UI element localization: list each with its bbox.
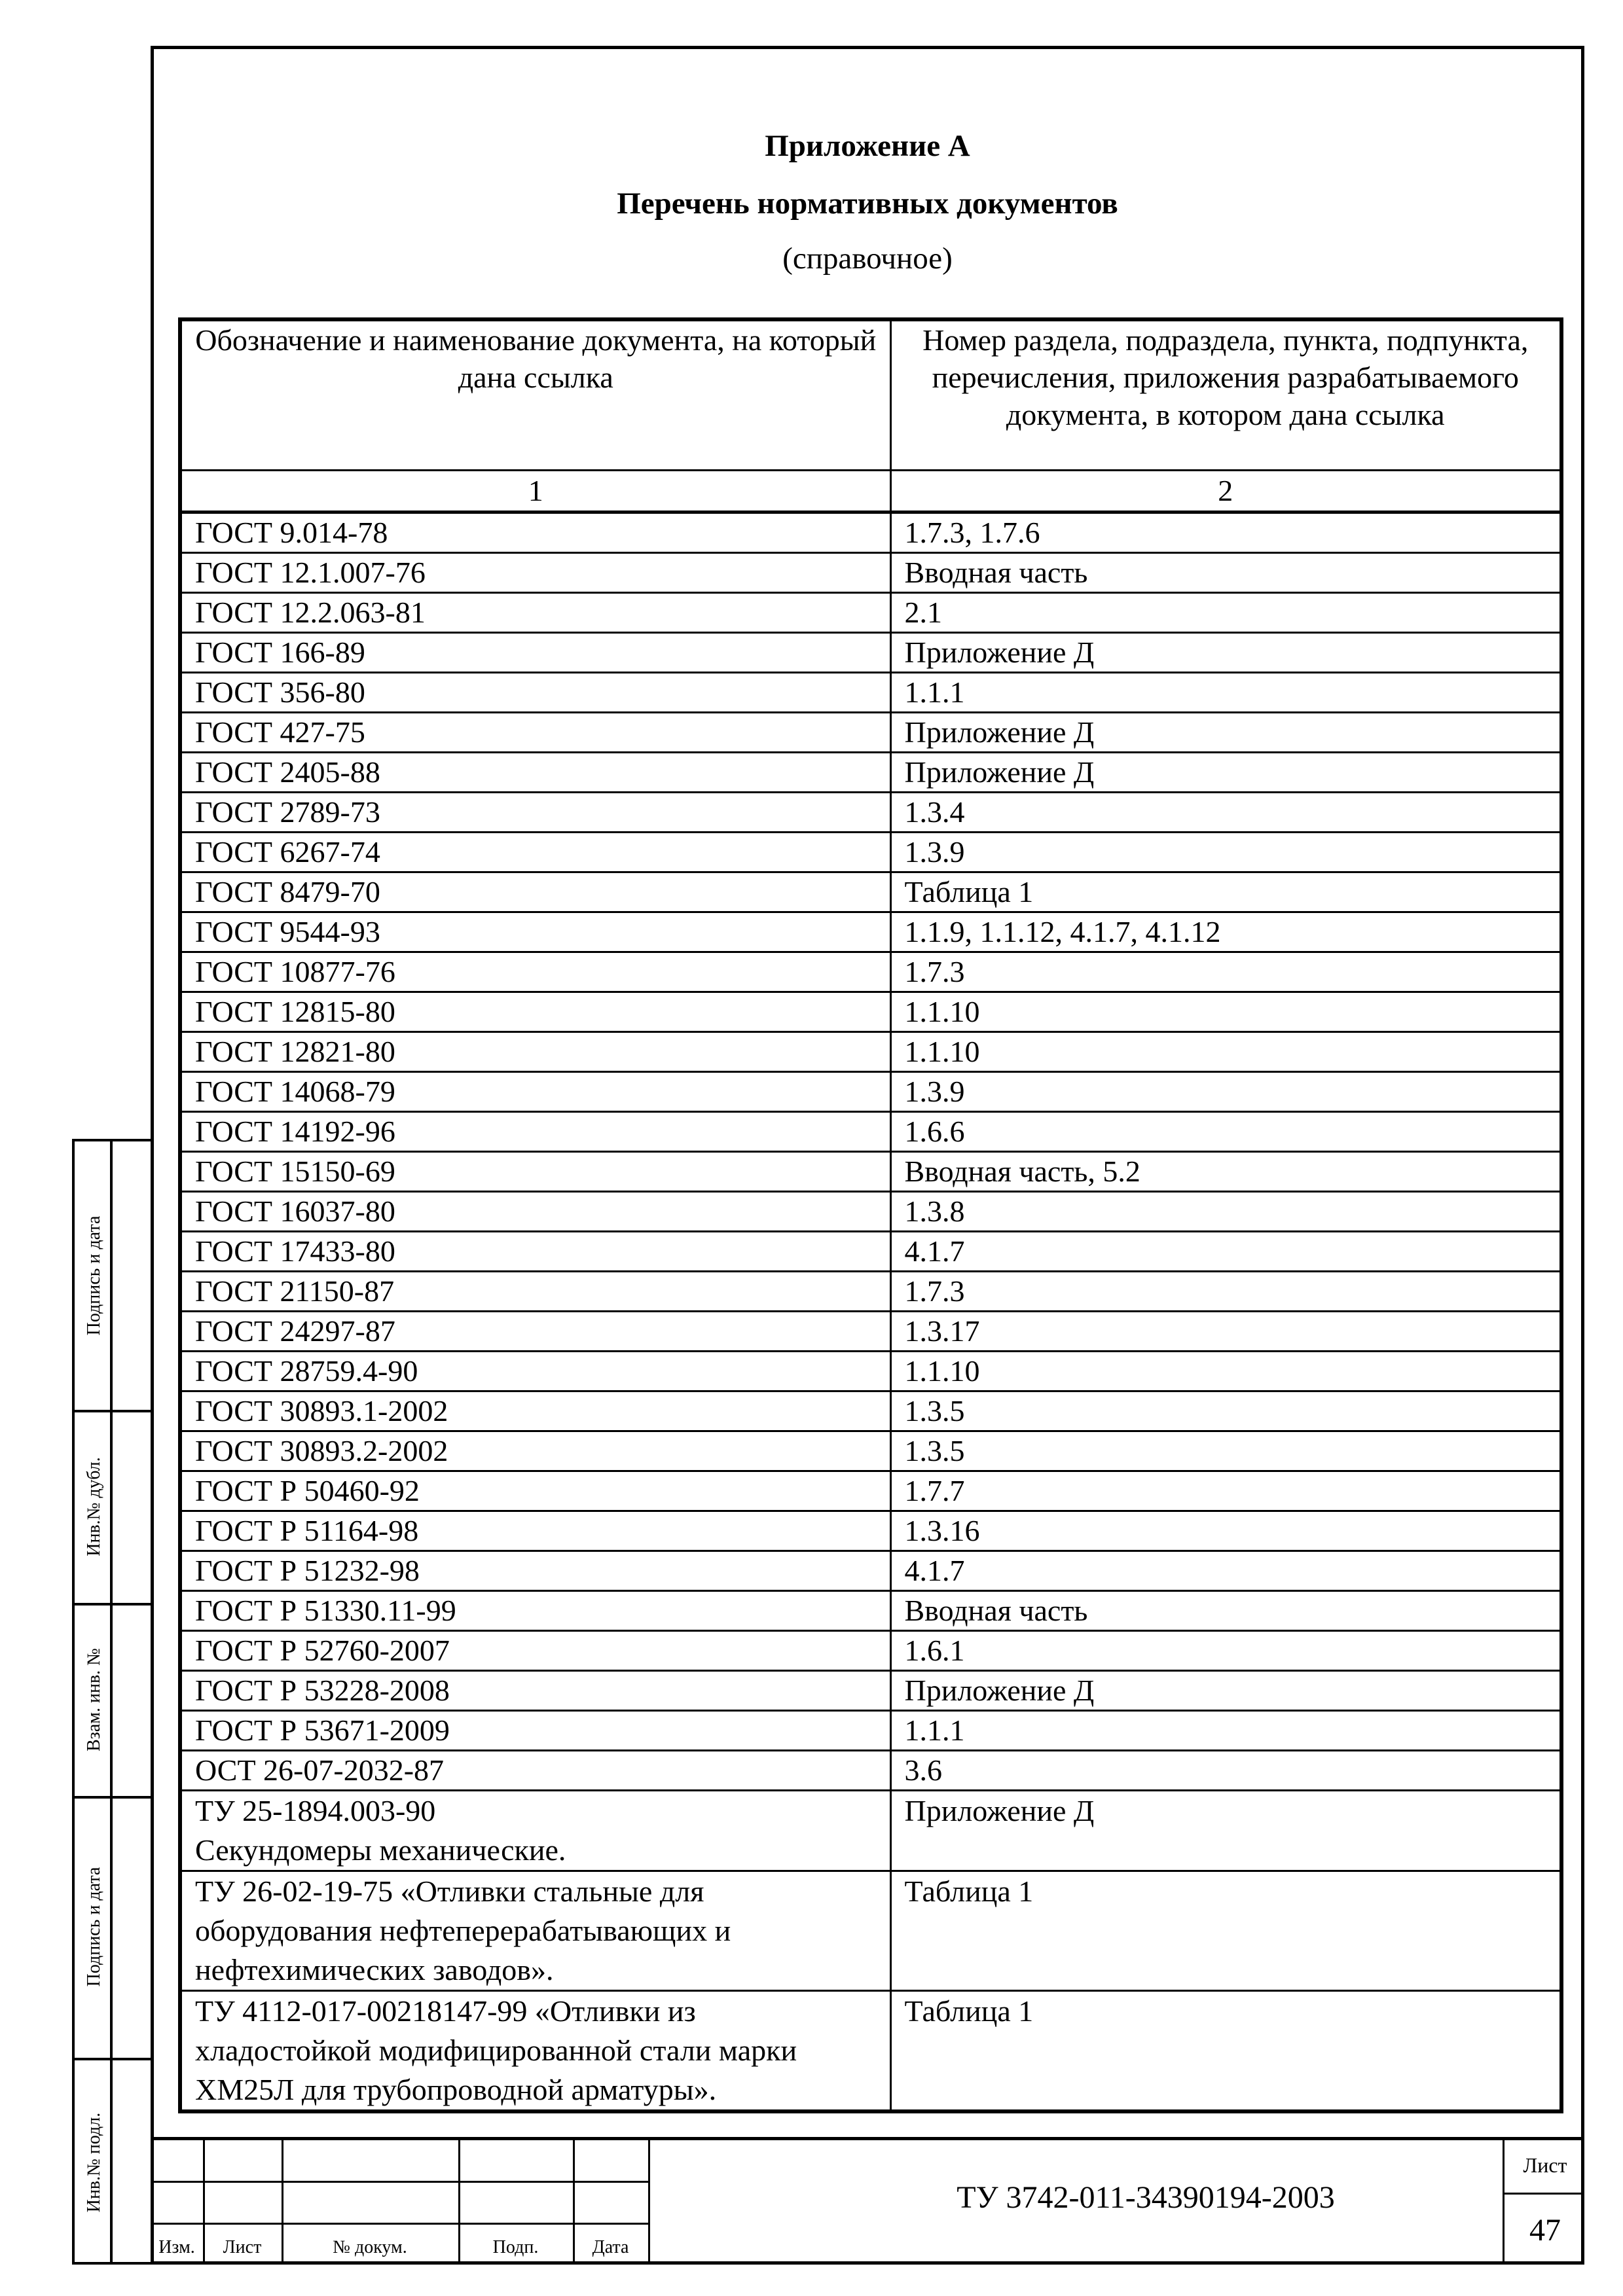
side-label-replace-inv: Взам. инв. № [84, 1648, 104, 1751]
table-row [180, 633, 1561, 673]
section-reference: 1.3.5 [890, 1431, 1561, 1471]
document-designation: ГОСТ 6267-74 [180, 833, 890, 872]
table-row [180, 1591, 1561, 1631]
section-reference: 2.1 [890, 593, 1561, 633]
document-designation: ГОСТ 9544-93 [180, 912, 890, 952]
stamp-divider [1503, 2193, 1584, 2195]
section-reference: 1.3.4 [890, 793, 1561, 833]
document-designation: ГОСТ Р 50460-92 [180, 1471, 890, 1511]
table-row [180, 1352, 1561, 1391]
table-row [180, 1471, 1561, 1511]
document-designation: ГОСТ 2405-88 [180, 753, 890, 793]
table-row [180, 833, 1561, 872]
table-row [180, 1192, 1561, 1232]
document-designation: ГОСТ 356-80 [180, 673, 890, 713]
section-reference: 1.3.9 [890, 833, 1561, 872]
section-reference: 1.3.9 [890, 1072, 1561, 1112]
side-label-orig-inv: Инв.№ подл. [84, 2112, 104, 2213]
table-row [180, 512, 1561, 553]
table-row [180, 1391, 1561, 1431]
document-designation: ГОСТ 14192-96 [180, 1112, 890, 1152]
stamp-divider [151, 2223, 648, 2225]
column-number-2: 2 [890, 471, 1561, 512]
section-reference: Вводная часть, 5.2 [890, 1152, 1561, 1192]
section-reference: 1.3.16 [890, 1511, 1561, 1551]
table-row [180, 1551, 1561, 1591]
section-reference: 1.7.3 [890, 952, 1561, 992]
document-designation: ГОСТ Р 53228-2008 [180, 1671, 890, 1711]
section-reference: Приложение Д [890, 1671, 1561, 1711]
document-designation: ТУ 25-1894.003-90 Секундомеры механические. [180, 1791, 890, 1871]
table-row [180, 1791, 1561, 1871]
sheet-label: Лист [1523, 2153, 1567, 2177]
table-row [180, 1671, 1561, 1711]
table-row [180, 1711, 1561, 1751]
table-row [180, 553, 1561, 593]
document-designation: ГОСТ Р 52760-2007 [180, 1631, 890, 1671]
section-reference: 4.1.7 [890, 1232, 1561, 1272]
table-row [180, 793, 1561, 833]
section-reference: 1.3.8 [890, 1192, 1561, 1232]
side-label-signature-date-2: Подпись и дата [84, 1867, 104, 1987]
table-row [180, 753, 1561, 793]
document-designation: ГОСТ 12821-80 [180, 1032, 890, 1072]
column-number-1: 1 [180, 471, 890, 512]
section-reference: Приложение Д [890, 633, 1561, 673]
section-reference: 1.6.6 [890, 1112, 1561, 1152]
reference-note: (справочное) [782, 242, 953, 276]
document-designation: ГОСТ 14068-79 [180, 1072, 890, 1112]
stamp-col-sheet: Лист [223, 2237, 262, 2257]
section-reference: Таблица 1 [890, 1991, 1561, 2112]
document-designation: ГОСТ 427-75 [180, 713, 890, 753]
document-designation: ГОСТ 24297-87 [180, 1312, 890, 1352]
section-reference: Таблица 1 [890, 1871, 1561, 1991]
side-label-dup-inv: Инв.№ дубл. [84, 1457, 104, 1556]
document-designation: ГОСТ Р 51164-98 [180, 1511, 890, 1551]
document-list-title: Перечень нормативных документов [617, 187, 1118, 221]
stamp-divider [151, 2181, 648, 2183]
table-row [180, 952, 1561, 992]
table-row [180, 992, 1561, 1032]
sheet-number: 47 [1529, 2213, 1561, 2248]
column-number-row [180, 471, 1561, 512]
document-designation: ГОСТ Р 51330.11-99 [180, 1591, 890, 1631]
table-row [180, 593, 1561, 633]
table-row [180, 1431, 1561, 1471]
stamp-col-signature: Подп. [492, 2237, 539, 2257]
document-designation: ГОСТ 12815-80 [180, 992, 890, 1032]
section-reference: 1.7.3, 1.7.6 [890, 512, 1561, 553]
table-row [180, 1272, 1561, 1312]
column-header-document: Обозначение и наименование документа, на который дана ссылка [180, 319, 890, 471]
table-row [180, 713, 1561, 753]
document-designation: ГОСТ 8479-70 [180, 872, 890, 912]
document-designation: ОСТ 26-07-2032-87 [180, 1751, 890, 1791]
stamp-col-change: Изм. [158, 2237, 195, 2257]
stamp-divider [648, 2140, 650, 2265]
section-reference: 4.1.7 [890, 1551, 1561, 1591]
section-reference: 1.1.1 [890, 673, 1561, 713]
document-designation: ГОСТ Р 51232-98 [180, 1551, 890, 1591]
section-reference: 1.6.1 [890, 1631, 1561, 1671]
references-table [178, 317, 1563, 2113]
table-row [180, 1312, 1561, 1352]
document-designation: ГОСТ 2789-73 [180, 793, 890, 833]
table-row [180, 673, 1561, 713]
section-reference: Вводная часть [890, 1591, 1561, 1631]
stamp-col-date: Дата [592, 2237, 629, 2257]
document-designation: ГОСТ Р 53671-2009 [180, 1711, 890, 1751]
table-row [180, 1072, 1561, 1112]
column-header-section: Номер раздела, подраздела, пункта, подпункта, перечисления, приложения разрабатываемого документа, в котором дана ссылка [890, 319, 1561, 471]
table-row [180, 912, 1561, 952]
section-reference: 1.3.5 [890, 1391, 1561, 1431]
document-designation: ГОСТ 28759.4-90 [180, 1352, 890, 1391]
table-row [180, 1751, 1561, 1791]
table-row [180, 1991, 1561, 2112]
section-reference: Приложение Д [890, 713, 1561, 753]
document-designation: ТУ 4112-017-00218147-99 «Отливки из хладостойкой модифицированной стали марки ХМ25Л для трубопроводной арматуры». [180, 1991, 890, 2112]
section-reference: 1.1.10 [890, 992, 1561, 1032]
document-designation: ГОСТ 16037-80 [180, 1192, 890, 1232]
document-code: ТУ 3742-011-34390194-2003 [957, 2180, 1335, 2215]
document-designation: ТУ 26-02-19-75 «Отливки стальные для оборудования нефтеперерабатывающих и нефтехимических заводов». [180, 1871, 890, 1991]
section-reference: Приложение Д [890, 1791, 1561, 1871]
section-reference: 1.7.7 [890, 1471, 1561, 1511]
table-row [180, 1152, 1561, 1192]
table-row [180, 1032, 1561, 1072]
table-row [180, 1511, 1561, 1551]
document-designation: ГОСТ 9.014-78 [180, 512, 890, 553]
section-reference: 1.7.3 [890, 1272, 1561, 1312]
document-designation: ГОСТ 12.1.007-76 [180, 553, 890, 593]
document-designation: ГОСТ 30893.1-2002 [180, 1391, 890, 1431]
document-designation: ГОСТ 15150-69 [180, 1152, 890, 1192]
side-strip [72, 1139, 151, 2265]
side-label-signature-date: Подпись и дата [84, 1215, 104, 1336]
table-row [180, 1112, 1561, 1152]
document-designation: ГОСТ 17433-80 [180, 1232, 890, 1272]
document-designation: ГОСТ 166-89 [180, 633, 890, 673]
section-reference: 3.6 [890, 1751, 1561, 1791]
section-reference: 1.1.10 [890, 1032, 1561, 1072]
document-designation: ГОСТ 30893.2-2002 [180, 1431, 890, 1471]
table-row [180, 1232, 1561, 1272]
section-reference: Таблица 1 [890, 872, 1561, 912]
table-row [180, 1631, 1561, 1671]
document-designation: ГОСТ 21150-87 [180, 1272, 890, 1312]
table-header-row [180, 319, 1561, 471]
table-row [180, 872, 1561, 912]
appendix-heading: Приложение А [765, 129, 970, 163]
section-reference: 1.1.9, 1.1.12, 4.1.7, 4.1.12 [890, 912, 1561, 952]
document-designation: ГОСТ 10877-76 [180, 952, 890, 992]
section-reference: 1.1.10 [890, 1352, 1561, 1391]
section-reference: 1.1.1 [890, 1711, 1561, 1751]
table-row [180, 1871, 1561, 1991]
stamp-col-doc-number: № докум. [333, 2237, 407, 2257]
section-reference: Вводная часть [890, 553, 1561, 593]
section-reference: 1.3.17 [890, 1312, 1561, 1352]
section-reference: Приложение Д [890, 753, 1561, 793]
document-designation: ГОСТ 12.2.063-81 [180, 593, 890, 633]
